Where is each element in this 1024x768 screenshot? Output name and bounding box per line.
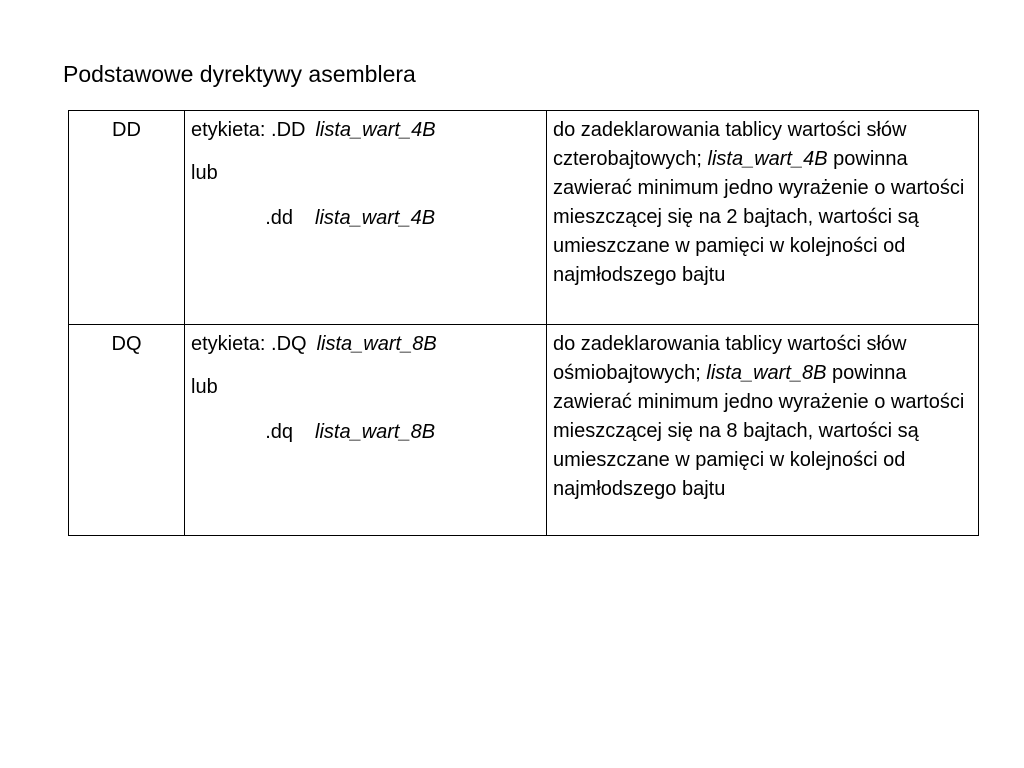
directive-syntax-cell	[185, 325, 547, 536]
syntax-alt-param: lista_wart_4B	[315, 207, 436, 229]
syntax-primary	[191, 116, 546, 145]
directive-description-cell	[547, 325, 979, 536]
directives-table	[68, 110, 979, 536]
directive-syntax-cell	[185, 111, 547, 325]
syntax-label: etykieta: .DQ	[191, 333, 307, 355]
syntax-param: lista_wart_8B	[316, 333, 437, 355]
description-text: powinna zawierać minimum jedno wyrażenie o wartości mieszczącej się na 8 bajtach, wartości są umieszczane w pamięci w kolejności od najmłodszego bajtu	[553, 362, 965, 500]
syntax-separator: lub	[191, 162, 218, 184]
syntax-param: lista_wart_4B	[315, 119, 436, 141]
directive-name-cell	[69, 325, 185, 536]
description-text: do zadeklarowania tablicy wartości słów czterobajtowych;	[553, 119, 907, 170]
syntax-primary	[191, 330, 546, 359]
syntax-label: etykieta: .DD	[191, 119, 306, 141]
directive-name: DQ	[111, 333, 142, 355]
description-text: powinna zawierać minimum jedno wyrażenie o wartości mieszczącej się na 2 bajtach, wartości są umieszczane w pamięci w kolejności od najmłodszego bajtu	[553, 148, 965, 286]
syntax-alt-label: .dd	[265, 207, 293, 229]
directive-description	[553, 330, 974, 504]
directive-name-cell	[69, 111, 185, 325]
slide-title: Podstawowe dyrektywy asemblera	[63, 61, 416, 87]
directive-description	[553, 116, 974, 290]
description-param: lista_wart_4B	[707, 148, 828, 170]
description-text: do zadeklarowania tablicy wartości słów ośmiobajtowych;	[553, 333, 907, 384]
syntax-alternative	[191, 418, 546, 447]
syntax-separator: lub	[191, 376, 218, 398]
directive-description-cell	[547, 111, 979, 325]
syntax-alt-label: .dq	[265, 421, 293, 443]
table-row	[69, 111, 979, 325]
syntax-alternative	[191, 204, 546, 233]
directive-name: DD	[112, 119, 141, 141]
table-row	[69, 325, 979, 536]
description-param: lista_wart_8B	[706, 362, 827, 384]
syntax-alt-param: lista_wart_8B	[315, 421, 436, 443]
